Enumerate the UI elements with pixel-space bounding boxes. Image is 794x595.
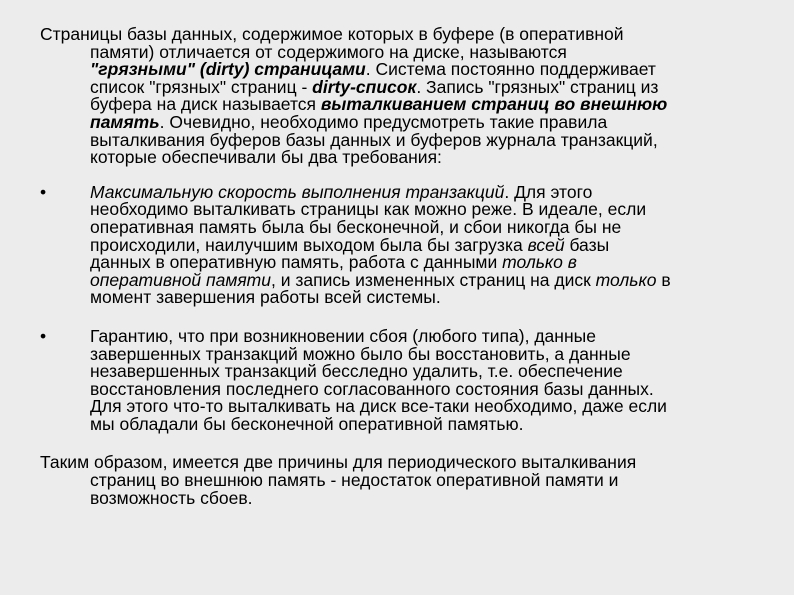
outro-line-1: Таким образом, имеется две причины для периодического выталкивания bbox=[40, 452, 637, 473]
intro-line-5-start: буфера на диск называется bbox=[90, 94, 321, 115]
dirty-list-term: dirty-список bbox=[312, 76, 417, 97]
bullet-2-line-3: незавершенных транзакций бесследно удалить, т.е. обеспечение bbox=[90, 361, 623, 382]
bullet-1-line-6-end: в bbox=[656, 269, 671, 290]
bullet-2-line-4: восстановления последнего согласованного состояния базы данных. bbox=[90, 378, 654, 399]
bullet-1-line-6-mid: , и запись измененных страниц на диск bbox=[270, 269, 596, 290]
outro-line-3: возможность сбоев. bbox=[90, 487, 253, 508]
bullet-2-line-2: завершенных транзакций можно было бы восстановить, а данные bbox=[90, 343, 631, 364]
bullet-2-line-6: мы обладали бы бесконечной оперативной памятью. bbox=[90, 413, 524, 434]
intro-line-6 bbox=[40, 111, 752, 132]
max-speed-phrase: Максимальную скорость выполнения транзакций bbox=[90, 181, 505, 202]
whole-phrase: всей bbox=[527, 234, 565, 255]
intro-line-6-rest: . Очевидно, необходимо предусмотреть такие правила bbox=[159, 111, 608, 132]
intro-line-4-rest: . Запись "грязных" страниц из bbox=[416, 76, 659, 97]
only-phrase: только bbox=[595, 269, 657, 290]
ram-phrase: оперативной памяти bbox=[90, 269, 271, 290]
bullet-2-line-1: Гарантию, что при возникновении сбоя (любого типа), данные bbox=[90, 325, 596, 346]
intro-line-2: памяти) отличается от содержимого на диске, называются bbox=[90, 41, 567, 62]
bullet-1-line-3: оперативная память была бы бесконечной, и сбои никогда бы не bbox=[90, 216, 622, 237]
outro-line-2: страниц во внешнюю память - недостаток оперативной памяти и bbox=[90, 470, 619, 491]
bullet-marker: • bbox=[40, 181, 47, 202]
bullet-1-line-4-end: базы bbox=[564, 234, 610, 255]
bullet-item-speed bbox=[40, 181, 752, 308]
bullet-marker: • bbox=[40, 325, 47, 346]
bullet-1-line-7: момент завершения работы всей системы. bbox=[90, 287, 441, 308]
conclusion-paragraph bbox=[40, 454, 752, 507]
bullet-1-line-4-start: происходили, наилучшим выходом была бы загрузка bbox=[90, 234, 528, 255]
intro-line-7: выталкивания буферов базы данных и буферов журнала транзакций, bbox=[90, 129, 658, 150]
dirty-pages-term: "грязными" (dirty) страницами bbox=[90, 59, 366, 80]
bullet-1-line-1-rest: . Для этого bbox=[504, 181, 593, 202]
intro-line-3-rest: . Система постоянно поддерживает bbox=[365, 59, 656, 80]
intro-paragraph bbox=[40, 26, 752, 167]
intro-line-1: Страницы базы данных, содержимое которых в буфере (в оперативной bbox=[40, 24, 624, 44]
bullet-item-recovery bbox=[40, 325, 752, 434]
only-in-phrase: только в bbox=[502, 252, 577, 273]
bullet-1-line-2: необходимо выталкивать страницы как можно реже. В идеале, если bbox=[90, 199, 647, 220]
intro-line-8: которые обеспечивали бы два требования: bbox=[90, 147, 442, 168]
bullet-2-line-5: Для этого что-то выталкивать на диск все-таки необходимо, даже если bbox=[90, 396, 667, 417]
page-eviction-term-end: память bbox=[90, 111, 160, 132]
bullet-1-line-5-start: данных в оперативную память, работа с данными bbox=[90, 252, 503, 273]
page-eviction-term: выталкиванием страниц во внешнюю bbox=[320, 94, 668, 115]
intro-line-4-start: список "грязных" страниц - bbox=[90, 76, 313, 97]
